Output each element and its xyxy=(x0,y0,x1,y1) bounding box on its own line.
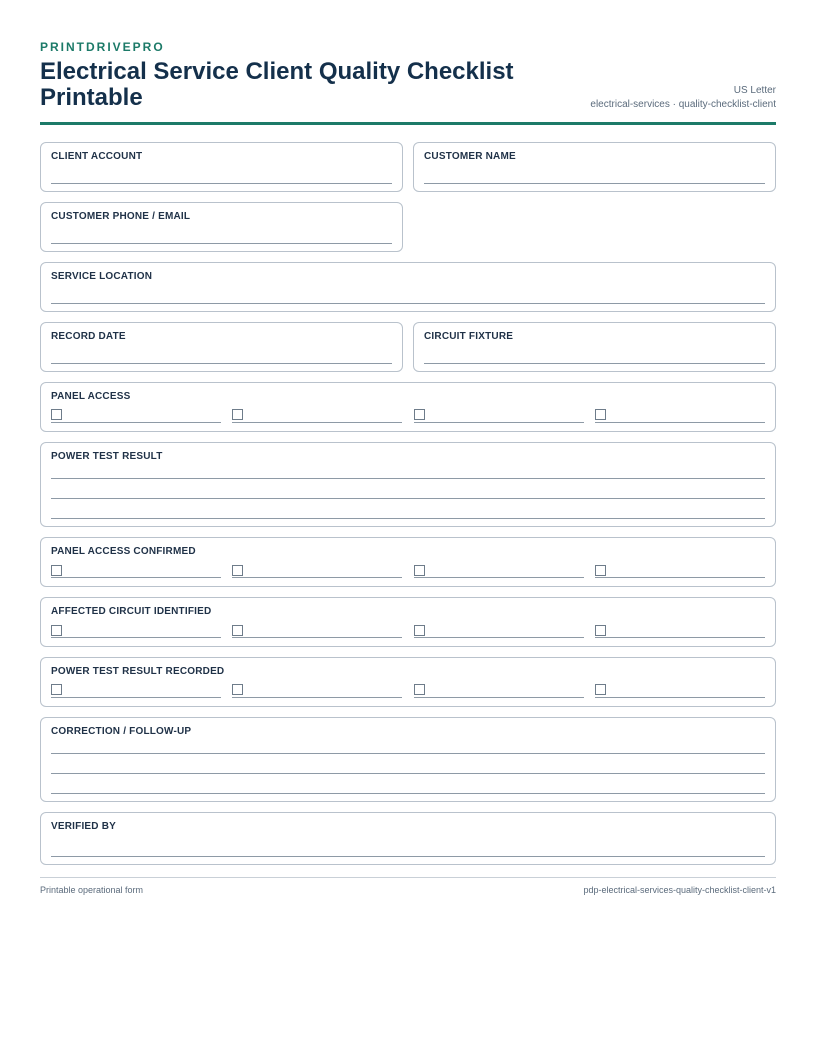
checkbox-line[interactable] xyxy=(232,577,402,578)
circuit-fixture-field[interactable] xyxy=(413,322,776,372)
checkbox[interactable] xyxy=(414,684,425,695)
checkbox-line[interactable] xyxy=(51,697,221,698)
record-date-field[interactable] xyxy=(40,322,403,372)
power-test-result-field[interactable] xyxy=(40,442,776,527)
write-line[interactable] xyxy=(51,753,765,754)
write-line[interactable] xyxy=(424,183,765,184)
checkbox[interactable] xyxy=(232,684,243,695)
checkbox-line[interactable] xyxy=(51,577,221,578)
checkbox[interactable] xyxy=(232,565,243,576)
document-tags: electrical-services · quality-checklist-client xyxy=(590,99,776,110)
write-line[interactable] xyxy=(51,183,392,184)
write-line[interactable] xyxy=(51,303,765,304)
field-label: POWER TEST RESULT xyxy=(51,451,163,462)
customer-phone-email-field[interactable] xyxy=(40,202,403,252)
checkbox-line[interactable] xyxy=(232,697,402,698)
client-account-field[interactable] xyxy=(40,142,403,192)
checkbox[interactable] xyxy=(414,565,425,576)
page-header xyxy=(40,40,776,111)
checkbox[interactable] xyxy=(51,409,62,420)
field-label: PANEL ACCESS xyxy=(51,391,131,402)
field-label: VERIFIED BY xyxy=(51,821,116,832)
checkbox-line[interactable] xyxy=(232,637,402,638)
checkbox-line[interactable] xyxy=(51,637,221,638)
checkbox[interactable] xyxy=(414,625,425,636)
checkbox-line[interactable] xyxy=(414,577,584,578)
field-label: RECORD DATE xyxy=(51,331,126,342)
write-line[interactable] xyxy=(51,243,392,244)
write-line[interactable] xyxy=(51,363,392,364)
checkbox[interactable] xyxy=(595,565,606,576)
footer-left: Printable operational form xyxy=(40,885,144,895)
field-label: AFFECTED CIRCUIT IDENTIFIED xyxy=(51,606,212,617)
affected-circuit-identified-field xyxy=(40,597,776,647)
write-line[interactable] xyxy=(51,773,765,774)
write-line[interactable] xyxy=(51,518,765,519)
checkbox-line[interactable] xyxy=(414,422,584,423)
checkbox-line[interactable] xyxy=(595,697,765,698)
page-title: Electrical Service Client Quality Checklist Printable xyxy=(40,58,514,111)
footer-right: pdp-electrical-services-quality-checklist-client-v1 xyxy=(583,885,776,895)
document-meta xyxy=(590,84,776,112)
customer-name-field[interactable] xyxy=(413,142,776,192)
service-location-field[interactable] xyxy=(40,262,776,312)
field-label: POWER TEST RESULT RECORDED xyxy=(51,666,225,677)
paper-size: US Letter xyxy=(733,85,776,96)
brand-name: PRINTDRIVEPRO xyxy=(40,40,165,54)
field-label: CIRCUIT FIXTURE xyxy=(424,331,514,342)
verified-by-field[interactable] xyxy=(40,812,776,865)
field-label: SERVICE LOCATION xyxy=(51,271,153,282)
checkbox[interactable] xyxy=(595,625,606,636)
checkbox-line[interactable] xyxy=(414,697,584,698)
checkbox[interactable] xyxy=(51,625,62,636)
checkbox[interactable] xyxy=(232,409,243,420)
field-label: CORRECTION / FOLLOW-UP xyxy=(51,726,192,737)
checkbox-line[interactable] xyxy=(51,422,221,423)
footer-divider xyxy=(40,877,776,878)
write-line[interactable] xyxy=(51,478,765,479)
write-line[interactable] xyxy=(424,363,765,364)
power-test-result-recorded-field xyxy=(40,657,776,707)
checkbox-line[interactable] xyxy=(595,637,765,638)
checkbox-line[interactable] xyxy=(232,422,402,423)
write-line[interactable] xyxy=(51,856,765,857)
panel-access-confirmed-field xyxy=(40,537,776,587)
checkbox[interactable] xyxy=(51,565,62,576)
checkbox[interactable] xyxy=(414,409,425,420)
write-line[interactable] xyxy=(51,793,765,794)
checkbox-line[interactable] xyxy=(414,637,584,638)
correction-follow-up-field[interactable] xyxy=(40,717,776,802)
write-line[interactable] xyxy=(51,498,765,499)
checkbox[interactable] xyxy=(595,409,606,420)
field-label: PANEL ACCESS CONFIRMED xyxy=(51,546,196,557)
field-label: CUSTOMER PHONE / EMAIL xyxy=(51,211,191,222)
checkbox-line[interactable] xyxy=(595,577,765,578)
header-divider xyxy=(40,122,776,125)
field-label: CUSTOMER NAME xyxy=(424,151,516,162)
checkbox[interactable] xyxy=(232,625,243,636)
checkbox[interactable] xyxy=(51,684,62,695)
checkbox[interactable] xyxy=(595,684,606,695)
field-label: CLIENT ACCOUNT xyxy=(51,151,143,162)
panel-access-field xyxy=(40,382,776,432)
checkbox-line[interactable] xyxy=(595,422,765,423)
